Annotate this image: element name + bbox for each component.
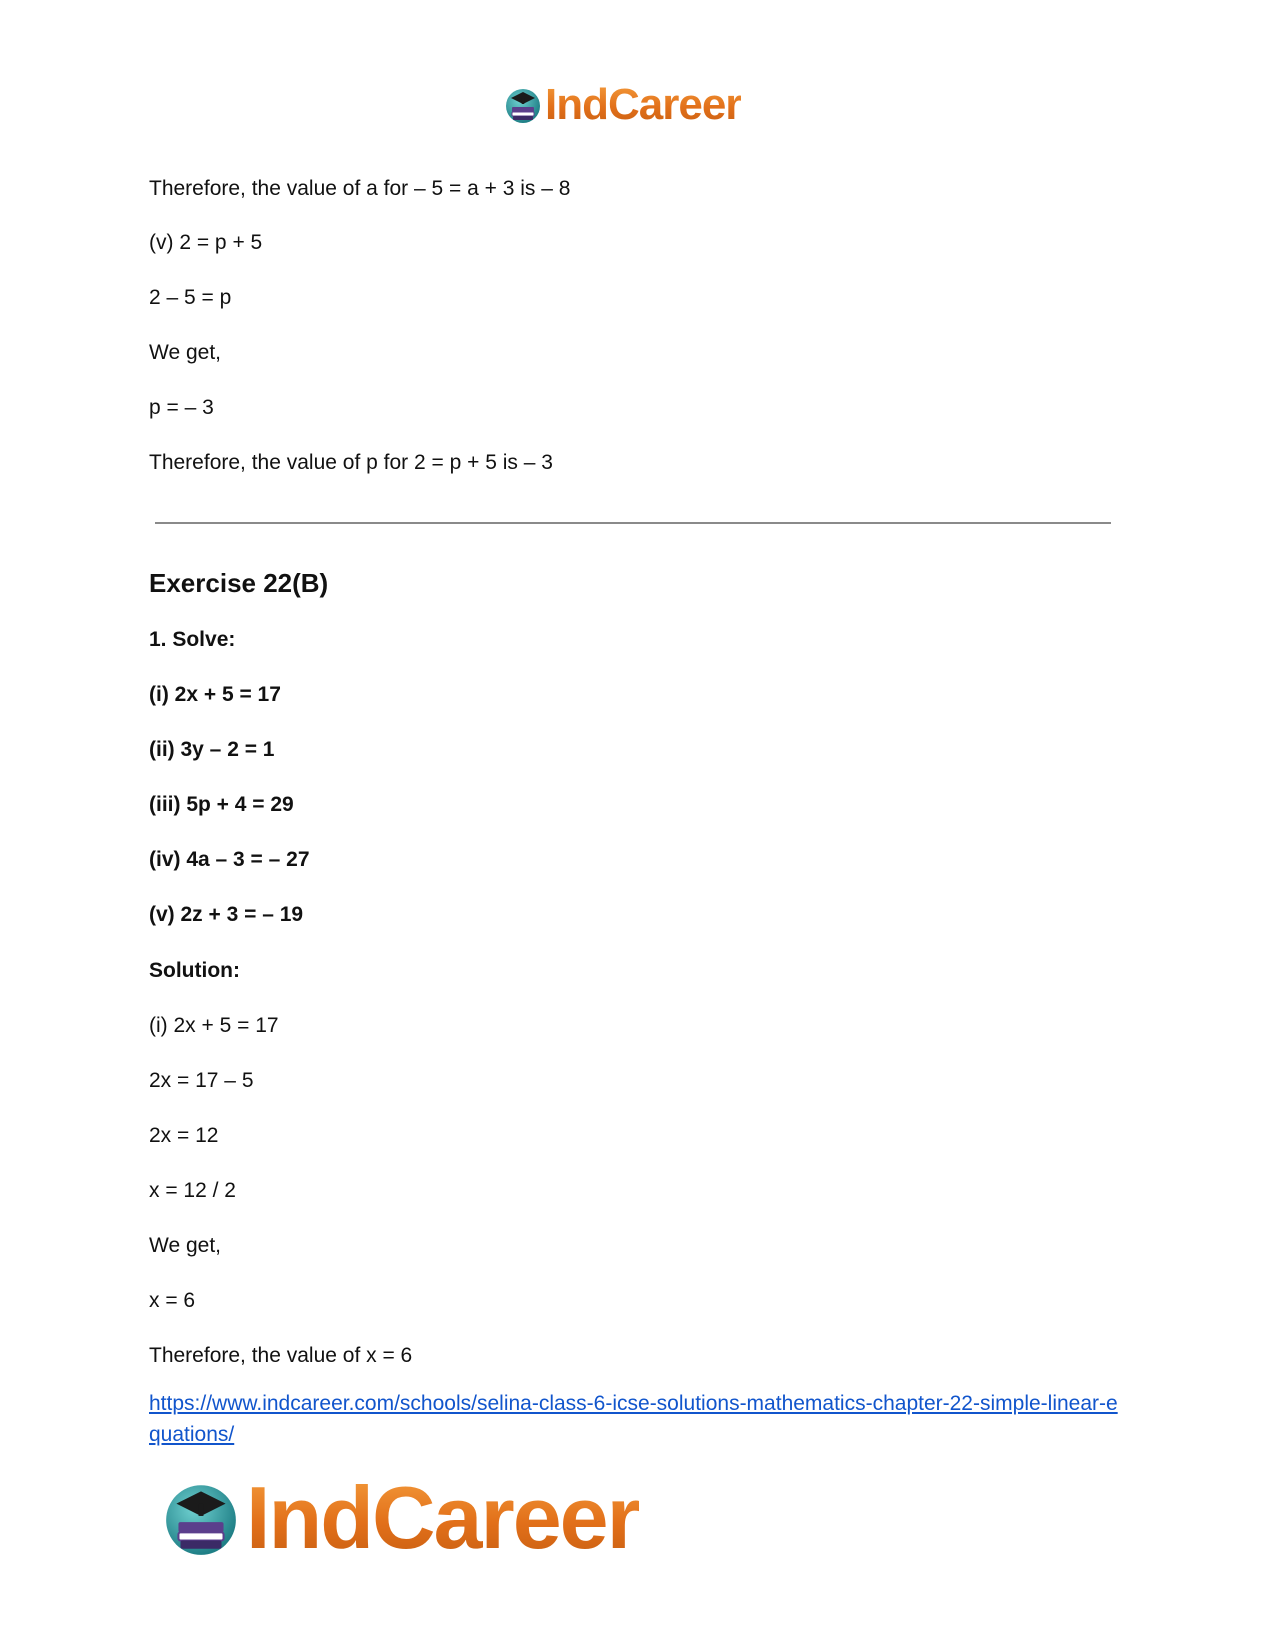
solution-label: Solution: <box>149 959 240 982</box>
solution-line: x = 6 <box>149 1289 196 1312</box>
solution-line: x = 12 / 2 <box>149 1179 236 1202</box>
question-part: (iv) 4a – 3 = – 27 <box>149 848 310 871</box>
solution-line: We get, <box>149 1234 221 1257</box>
header-logo <box>503 80 741 130</box>
text-line: We get, <box>149 341 221 364</box>
exercise-title: Exercise 22(B) <box>149 568 329 598</box>
brand-wordmark: IndCareer <box>545 80 742 129</box>
text-line: 2 – 5 = p <box>149 286 232 309</box>
text-line: p = – 3 <box>149 396 214 419</box>
solution-line: (i) 2x + 5 = 17 <box>149 1014 279 1037</box>
solution-line: Therefore, the value of x = 6 <box>149 1344 413 1367</box>
solution-line: 2x = 17 – 5 <box>149 1069 254 1092</box>
footer-logo <box>160 1468 639 1568</box>
book-globe-icon <box>160 1477 242 1559</box>
question-label: 1. Solve: <box>149 628 236 651</box>
question-part: (v) 2z + 3 = – 19 <box>149 903 304 926</box>
brand-wordmark: IndCareer <box>246 1468 639 1567</box>
book-globe-icon <box>503 85 543 125</box>
source-link[interactable]: https://www.indcareer.com/schools/selina-class-6-icse-solutions-mathematics-chapter-22-simple-linear-equations/ <box>149 1392 1118 1446</box>
text-line: Therefore, the value of a for – 5 = a + 3 is – 8 <box>149 177 571 200</box>
horizontal-divider <box>155 522 1111 524</box>
text-line: Therefore, the value of p for 2 = p + 5 is – 3 <box>149 451 553 474</box>
solution-line: 2x = 12 <box>149 1124 219 1147</box>
question-part: (i) 2x + 5 = 17 <box>149 683 281 706</box>
question-part: (iii) 5p + 4 = 29 <box>149 793 294 816</box>
text-line: (v) 2 = p + 5 <box>149 231 263 254</box>
question-part: (ii) 3y – 2 = 1 <box>149 738 275 761</box>
